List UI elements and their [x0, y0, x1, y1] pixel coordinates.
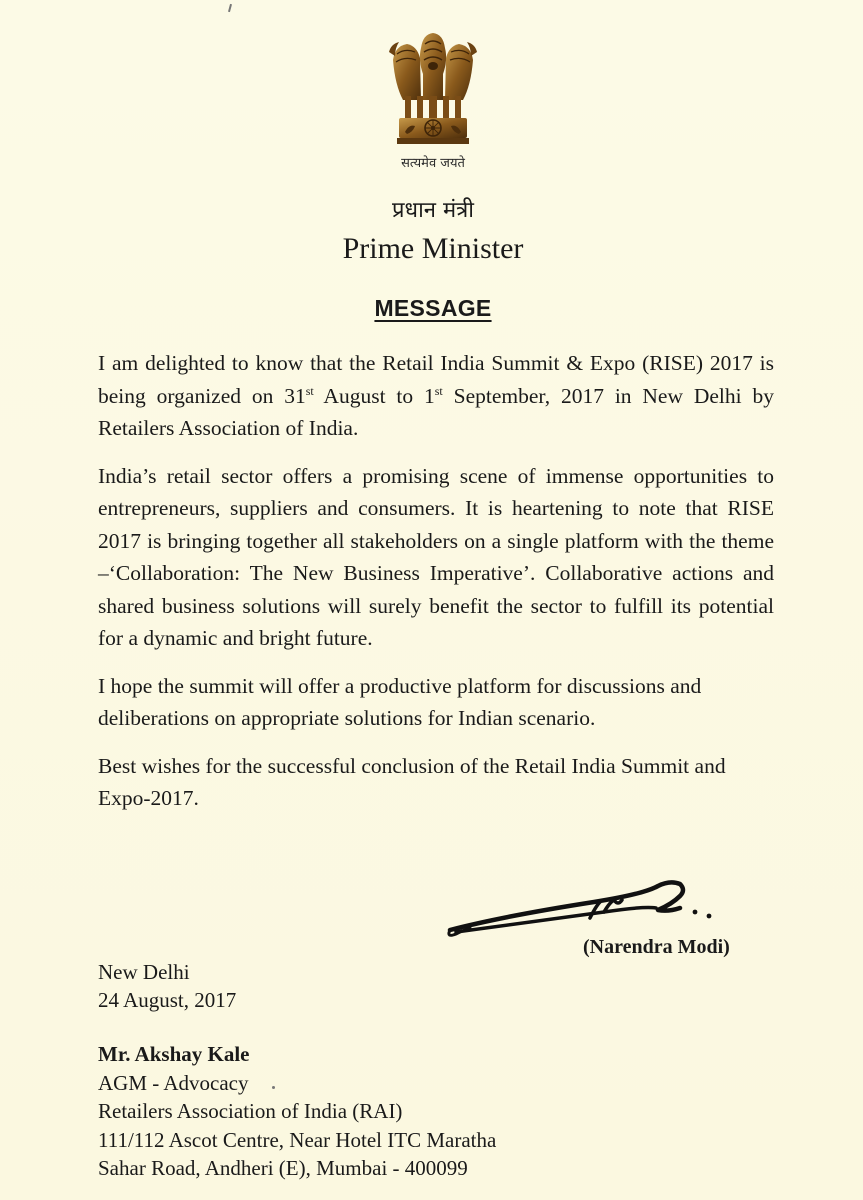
- ink-dot: [272, 1086, 275, 1089]
- message-body: [98, 347, 774, 830]
- message-heading: MESSAGE: [374, 295, 492, 321]
- paragraph-1: I am delighted to know that the Retail India Summit & Expo (RISE) 2017 is being organized on 31st August to 1st September, 2017 in New Delhi by Retailers Association of India.: [98, 351, 774, 440]
- office-title-hindi: प्रधान मंत्री: [392, 198, 474, 223]
- recipient-designation: AGM - Advocacy: [98, 1070, 249, 1095]
- recipient-address-line-2: Sahar Road, Andheri (E), Mumbai - 400099: [98, 1156, 468, 1180]
- office-title-english: Prime Minister: [342, 232, 524, 265]
- national-emblem-icon: [385, 30, 481, 155]
- signature-icon: [444, 872, 724, 944]
- emblem-motto: सत्यमेव जयते: [401, 156, 465, 171]
- paragraph-3: I hope the summit will offer a productive platform for discussions and deliberations on appropriate solutions for Indian scenario.: [98, 673, 702, 730]
- place-date-block: [98, 958, 236, 1014]
- paragraph-2: India’s retail sector offers a promising scene of immense opportunities to entrepreneurs, suppliers and consumers. It is heartening to note that RISE 2017 is bringing together all stakeholders on a single platform with the theme –‘Collaboration: The New Business Imperative’. Collaborative actions and shared business solutions will surely benefit the sector to fulfill its potential for a dynamic and bright future.: [98, 463, 774, 650]
- place: New Delhi: [98, 960, 190, 984]
- recipient-organization: Retailers Association of India (RAI): [98, 1099, 403, 1123]
- pen-mark: [228, 4, 232, 12]
- recipient-address: [98, 1040, 496, 1183]
- date: 24 August, 2017: [98, 988, 237, 1012]
- signatory-name: (Narendra Modi): [583, 936, 730, 958]
- recipient-name: Mr. Akshay Kale: [98, 1042, 250, 1066]
- recipient-address-line-1: 111/112 Ascot Centre, Near Hotel ITC Maratha: [98, 1127, 497, 1152]
- paragraph-4: Best wishes for the successful conclusion of the Retail India Summit and Expo-2017.: [98, 753, 726, 810]
